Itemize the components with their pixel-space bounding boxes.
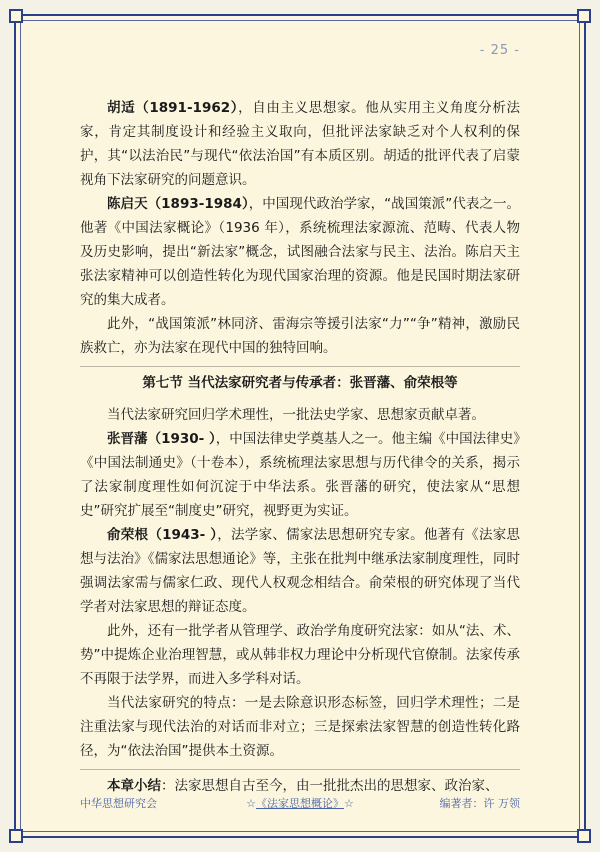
corner-ornament xyxy=(577,9,591,23)
footer-book-title: ☆《法家思想概论》☆ xyxy=(246,797,354,810)
page-footer xyxy=(80,795,520,811)
paragraph-lead: 俞荣根（1943- ） xyxy=(107,527,218,543)
paragraph xyxy=(80,427,520,523)
paragraph xyxy=(80,192,520,312)
paragraph-text: ，法学家、儒家法思想研究专家。他著有《法家思想与法治》《儒家法思想通论》等，主张在批判中继承法家制度理性，同时强调法家需与儒家仁政、现代人权观念相结合。俞荣根的研究体现了当代学者对法家思想的辩证态度。 xyxy=(80,527,520,615)
paragraph-lead: 张晋藩（1930- ） xyxy=(107,431,216,447)
paragraph-text: ，自由主义思想家。他从实用主义角度分析法家，肯定其制度设计和经验主义取向，但批评法家缺乏对个人权利的保护，其“以法治民”与现代“依法治国”有本质区别。胡适的批评代表了启蒙视角下法家研究的问题意识。 xyxy=(80,100,520,188)
paragraph-text: 此外，“战国策派”林同济、雷海宗等援引法家“力”“争”精神，激励民族救亡，亦为法家在现代中国的独特回响。 xyxy=(80,316,520,356)
summary-label: 本章小结 xyxy=(107,778,161,794)
paragraph xyxy=(80,96,520,192)
footer-publisher: 中华思想研究会 xyxy=(80,797,157,810)
paragraph-text: 当代法家研究回归学术理性，一批法史学家、思想家贡献卓著。 xyxy=(107,407,485,423)
section-title: 第七节 当代法家研究者与传承者：张晋藩、俞荣根等 xyxy=(80,366,520,399)
paragraph xyxy=(80,619,520,691)
corner-ornament xyxy=(9,9,23,23)
corner-ornament xyxy=(9,829,23,843)
paragraph-group-a xyxy=(80,96,520,360)
corner-ornament xyxy=(577,829,591,843)
paragraph xyxy=(80,403,520,427)
paragraph-lead: 陈启天（1893-1984） xyxy=(107,196,249,212)
paragraph xyxy=(80,691,520,763)
footer-author: 编著者：许 万领 xyxy=(439,797,520,810)
paragraph xyxy=(80,523,520,619)
paragraph-text: 当代法家研究的特点：一是去除意识形态标签，回归学术理性；二是注重法家与现代法治的对话而非对立；三是探索法家智慧的创造性转化路径，为“依法治国”提供本土资源。 xyxy=(80,695,520,759)
paragraph-lead: 胡适（1891-1962） xyxy=(107,100,239,116)
paragraph-text: ，中国法律史学奠基人之一。他主编《中国法律史》《中国法制通史》（十卷本），系统梳理法家思想与历代律令的关系，揭示了法家制度理性如何沉淀于中华法系。张晋藩的研究，使法家从“思想史”研究扩展至“制度史”研究，视野更为实证。 xyxy=(80,431,520,519)
divider xyxy=(80,769,520,770)
paragraph xyxy=(80,312,520,360)
summary-text: ：法家思想自古至今，由一批批杰出的思想家、政治家、 xyxy=(161,778,499,794)
page-number: - 25 - xyxy=(479,43,520,58)
paragraph-text: 此外，还有一批学者从管理学、政治学角度研究法家：如从“法、术、势”中提炼企业治理智慧，或从韩非权力理论中分析现代官僚制。法家传承不再限于法学界，而进入多学科对话。 xyxy=(80,623,520,687)
document-body xyxy=(80,96,520,798)
paragraph-group-b xyxy=(80,403,520,763)
paragraph-text: ，中国现代政治学家，“战国策派”代表之一。他著《中国法家概论》（1936 年），系统梳理法家源流、范畴、代表人物及历史影响，提出“新法家”概念，试图融合法家与民主、法治。陈启天主张法家精神可以创造性转化为现代国家治理的资源。他是民国时期法家研究的集大成者。 xyxy=(80,196,520,308)
